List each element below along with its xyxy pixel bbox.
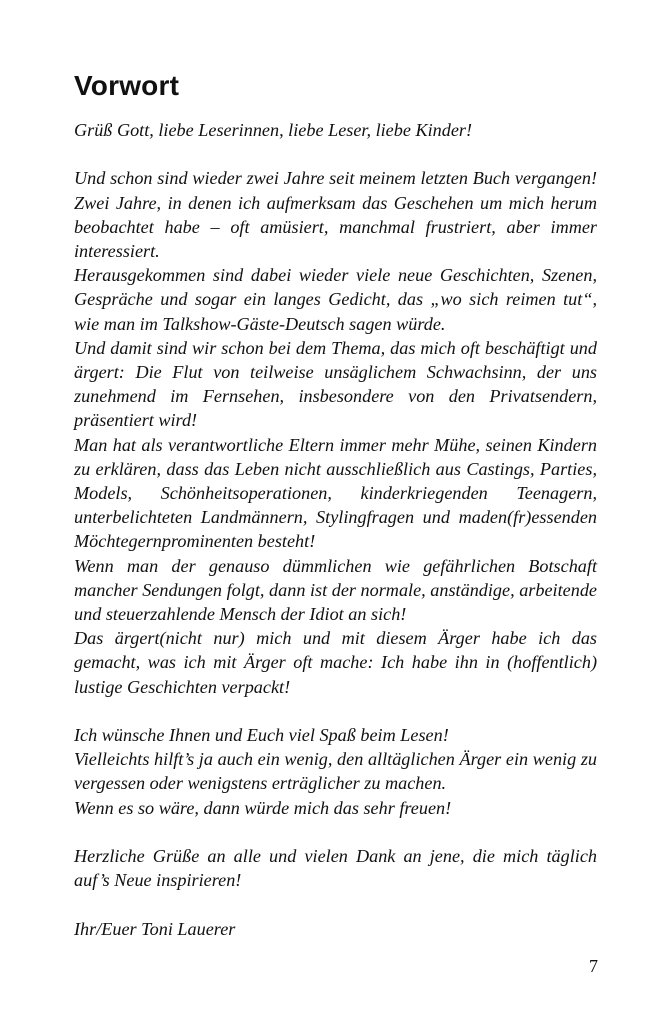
paragraph-anger: Das ärgert(nicht nur) mich und mit diesem Ärger habe ich das gemacht, was ich mit Ärger oft mache: Ich habe ihn in (hoffentlich) lustige Geschichten verpackt! [74, 628, 597, 697]
paragraph-years: Und schon sind wieder zwei Jahre seit meinem letzten Buch vergangen! Zwei Jahre, in denen ich aufmerksam das Geschehen um mich herum beobachtet habe – oft amüsiert, manchmal frustriert, aber immer interessiert. [74, 168, 597, 261]
wish-joy: Wenn es so wäre, dann würde mich das sehr freuen! [74, 797, 452, 818]
paragraph-parents: Man hat als verantwortliche Eltern immer mehr Mühe, seinen Kindern zu erklären, dass das Leben nicht ausschließlich aus Castings, Parties, Models, Schönheitsoperationen, kinderkriegenden Teenagern, unterbelichteten Landmännern, Stylingfragen und maden(fr)essenden Möchtegernprominenten besteht! [74, 434, 597, 552]
signature: Ihr/Euer Toni Lauerer [74, 918, 236, 939]
paragraph-stories: Herausgekommen sind dabei wieder viele neue Geschichten, Szenen, Gespräche und sogar ein langes Gedicht, das „wo sich reimen tut“, wie man im Talkshow-Gäste-Deutsch sagen würde. [74, 265, 597, 334]
paragraph-message: Wenn man der genauso dümmlichen wie gefährlichen Botschaft mancher Sendungen folgt, dann ist der normale, anständige, arbeitende und steuerzahlende Mensch der Idiot an sich! [74, 555, 597, 625]
wish-reading: Ich wünsche Ihnen und Euch viel Spaß beim Lesen! [74, 725, 449, 746]
greeting: Grüß Gott, liebe Leserinnen, liebe Leser, liebe Kinder! [74, 120, 473, 140]
paragraph-topic: Und damit sind wir schon bei dem Thema, das mich oft beschäftigt und ärgert: Die Flut von teilweise unsäglichem Schwachsinn, der uns zunehmend im Fernsehen, insbesondere von den Privatsendern, präsentiert wird! [74, 337, 597, 431]
paragraph-gap [74, 699, 597, 723]
preface-body [74, 118, 597, 941]
thanks: Herzliche Grüße an alle und vielen Dank an jene, die mich täglich auf’s Neue inspirieren! [74, 846, 597, 891]
page-title: Vorwort [74, 70, 180, 101]
paragraph-gap [74, 820, 597, 844]
wish-forget: Vielleichts hilft’s ja auch ein wenig, den alltäglichen Ärger ein wenig zu vergessen oder wenigstens erträglicher zu machen. [74, 749, 597, 794]
page-number: 7 [589, 956, 598, 976]
paragraph-gap [74, 142, 597, 166]
paragraph-gap [74, 892, 597, 916]
